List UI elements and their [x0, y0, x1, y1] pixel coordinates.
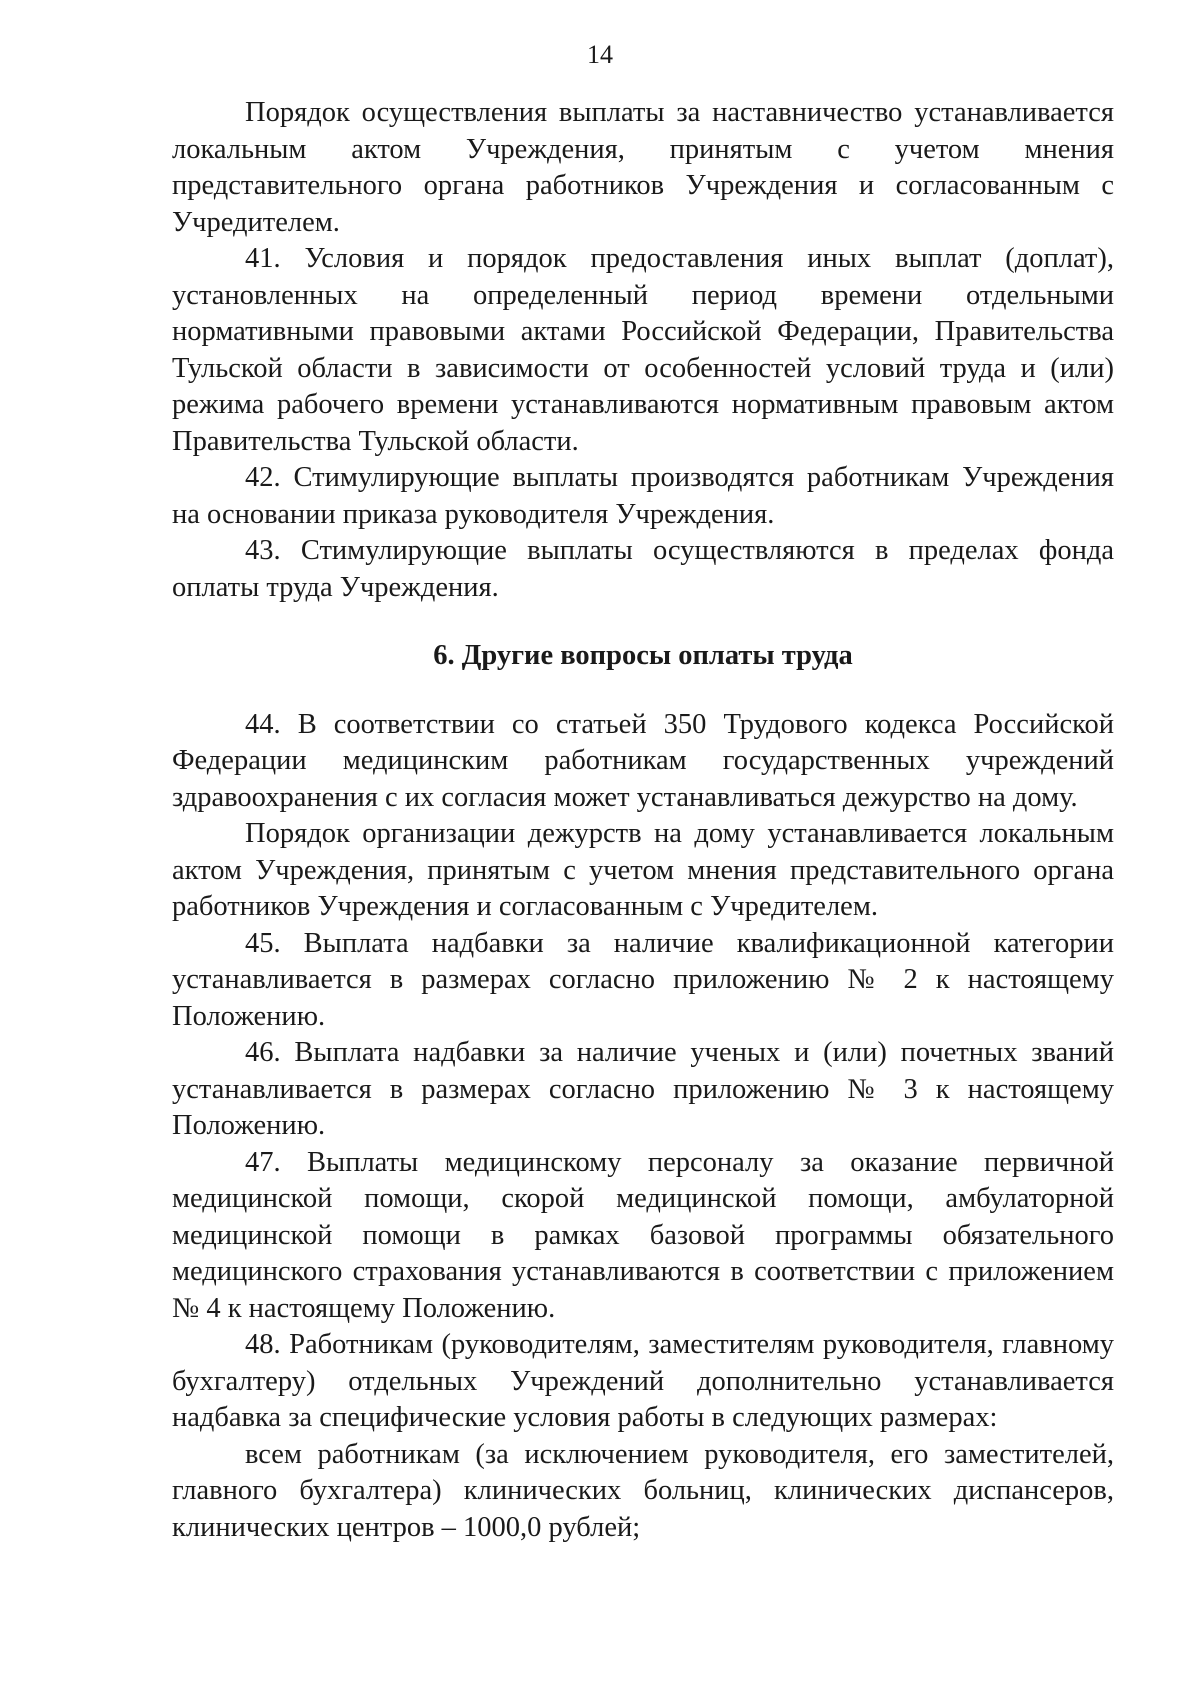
paragraph-48: 48. Работникам (руководителям, заместителям руководителя, главному бухгалтеру) отдельных Учреждений дополнительно устанавливается надбавка за специфические условия работы в следующих размерах: — [172, 1329, 1114, 1433]
paragraph-home-duty-order: Порядок организации дежурств на дому устанавливается локальным актом Учреждения, принятым с учетом мнения представительного органа работников Учреждения и согласованным с Учредителем. — [172, 818, 1114, 922]
section-heading: 6. Другие вопросы оплаты труда — [433, 640, 853, 671]
paragraph-44: 44. В соответствии со статьей 350 Трудового кодекса Российской Федерации медицинским работникам государственных учреждений здравоохранения с их согласия может устанавливаться дежурство на дому. — [172, 708, 1114, 813]
paragraph-47: 47. Выплаты медицинскому персоналу за оказание первичной медицинской помощи, скорой медицинской помощи, амбулаторной медицинской помощи в рамках базовой программы обязательного медицинского страхования устанавливаются в соответствии с приложением № 4 к настоящему Положению. — [172, 1146, 1114, 1324]
paragraph-43: 43. Стимулирующие выплаты осуществляются в пределах фонда оплаты труда Учреждения. — [172, 535, 1114, 603]
document-body — [172, 95, 1114, 1546]
paragraph-all-employees: всем работникам (за исключением руководителя, его заместителей, главного бухгалтера) клинических больниц, клинических диспансеров, клинических центров – 1000,0 рублей; — [172, 1438, 1114, 1543]
paragraph-45: 45. Выплата надбавки за наличие квалификационной категории устанавливается в размерах согласно приложению № 2 к настоящему Положению. — [172, 927, 1114, 1032]
paragraph-42: 42. Стимулирующие выплаты производятся работникам Учреждения на основании приказа руководителя Учреждения. — [172, 462, 1114, 530]
page-number: 14 — [587, 40, 613, 69]
paragraph-mentoring-order: Порядок осуществления выплаты за наставничество устанавливается локальным актом Учреждения, принятым с учетом мнения представительного органа работников Учреждения и согласованным с Учредителем. — [172, 97, 1114, 238]
paragraph-46: 46. Выплата надбавки за наличие ученых и (или) почетных званий устанавливается в размерах согласно приложению № 3 к настоящему Положению. — [172, 1037, 1114, 1141]
paragraph-41: 41. Условия и порядок предоставления иных выплат (доплат), установленных на определенный период времени отдельными нормативными правовыми актами Российской Федерации, Правительства Тульской области в зависимости от особенностей условий труда и (или) режима рабочего времени устанавливаются нормативным правовым актом Правительства Тульской области. — [172, 243, 1114, 457]
